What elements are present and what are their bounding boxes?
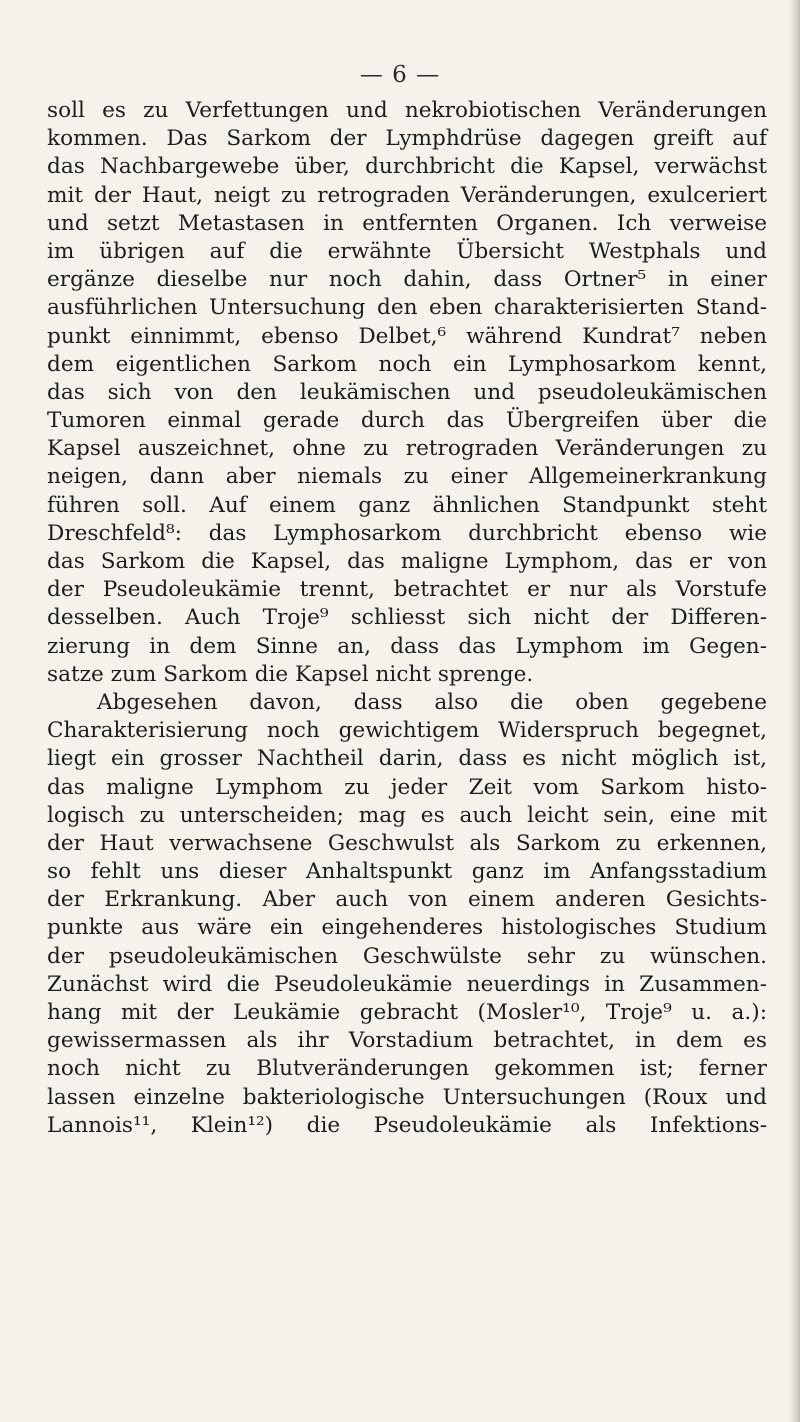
text-line: und setzt Metastasen in entfernten Organen. Ich verweise xyxy=(47,210,767,236)
text-line: das Nachbargewebe über, durchbricht die Kapsel, verwächst xyxy=(47,154,767,180)
text-line: soll es zu Verfettungen und nekrobiotischen Veränderungen xyxy=(47,98,767,123)
text-line: der Haut verwachsene Geschwulst als Sarkom zu erkennen, xyxy=(47,830,767,856)
text-line: punkte aus wäre ein eingehenderes histologisches Studium xyxy=(47,915,767,941)
text-line: logisch zu unterscheiden; mag es auch leicht sein, eine mit xyxy=(47,802,767,828)
text-line: so fehlt uns dieser Anhaltspunkt ganz im Anfangsstadium xyxy=(47,859,767,885)
text-line: lassen einzelne bakteriologische Untersuchungen (Roux und xyxy=(47,1084,767,1110)
text-line: hang mit der Leukämie gebracht (Mosler¹⁰, Troje⁹ u. a.): xyxy=(47,1000,767,1025)
text-line: der pseudoleukämischen Geschwülste sehr zu wünschen. xyxy=(47,943,767,969)
text-line: neigen, dann aber niemals zu einer Allgemeinerkrankung xyxy=(47,464,767,490)
text-line: Zunächst wird die Pseudoleukämie neuerdings in Zusammen- xyxy=(47,971,767,997)
text-line: mit der Haut, neigt zu retrograden Veränderungen, exulceriert xyxy=(47,182,767,208)
text-line-paragraph-start: Abgesehen davon, dass also die oben gegebene xyxy=(97,689,767,715)
text-line: kommen. Das Sarkom der Lymphdrüse dagegen greift auf xyxy=(47,126,767,152)
text-line: desselben. Auch Troje⁹ schliesst sich nicht der Differen- xyxy=(47,605,767,631)
text-line: Charakterisierung noch gewichtigem Widerspruch begegnet, xyxy=(47,718,767,744)
text-line: der Erkrankung. Aber auch von einem anderen Gesichts- xyxy=(47,887,767,913)
text-line: Kapsel auszeichnet, ohne zu retrograden Veränderungen zu xyxy=(47,436,767,462)
text-line: Dreschfeld⁸: das Lymphosarkom durchbricht ebenso wie xyxy=(47,520,767,546)
text-line: Lannois¹¹, Klein¹²) die Pseudoleukämie als Infektions- xyxy=(47,1112,767,1138)
text-line: gewissermassen als ihr Vorstadium betrachtet, in dem es xyxy=(47,1028,767,1054)
text-line: ergänze dieselbe nur noch dahin, dass Ortner⁵ in einer xyxy=(47,267,767,293)
text-line: Tumoren einmal gerade durch das Übergreifen über die xyxy=(47,408,767,434)
text-line: im übrigen auf die erwähnte Übersicht Westphals und xyxy=(47,238,767,264)
page-number: — 6 — xyxy=(359,62,441,88)
text-line: das maligne Lymphom zu jeder Zeit vom Sarkom histo- xyxy=(47,774,767,800)
text-line: liegt ein grosser Nachtheil darin, dass es nicht möglich ist, xyxy=(47,746,767,772)
body-text xyxy=(47,97,767,1140)
text-line: punkt einnimmt, ebenso Delbet,⁶ während Kundrat⁷ neben xyxy=(47,323,767,349)
text-line: dem eigentlichen Sarkom noch ein Lymphosarkom kennt, xyxy=(47,351,767,377)
text-line: ausführlichen Untersuchung den eben charakterisierten Stand- xyxy=(47,295,767,321)
text-line-paragraph-end: satze zum Sarkom die Kapsel nicht sprenge. xyxy=(47,661,534,687)
text-line: führen soll. Auf einem ganz ähnlichen Standpunkt steht xyxy=(47,492,767,518)
text-line: zierung in dem Sinne an, dass das Lymphom im Gegen- xyxy=(47,633,767,659)
page-edge-shadow xyxy=(788,0,800,1422)
text-line: noch nicht zu Blutveränderungen gekommen ist; ferner xyxy=(47,1056,767,1082)
text-line: das sich von den leukämischen und pseudoleukämischen xyxy=(47,379,767,405)
text-line: das Sarkom die Kapsel, das maligne Lymphom, das er von xyxy=(47,549,767,574)
text-line: der Pseudoleukämie trennt, betrachtet er nur als Vorstufe xyxy=(47,577,767,603)
